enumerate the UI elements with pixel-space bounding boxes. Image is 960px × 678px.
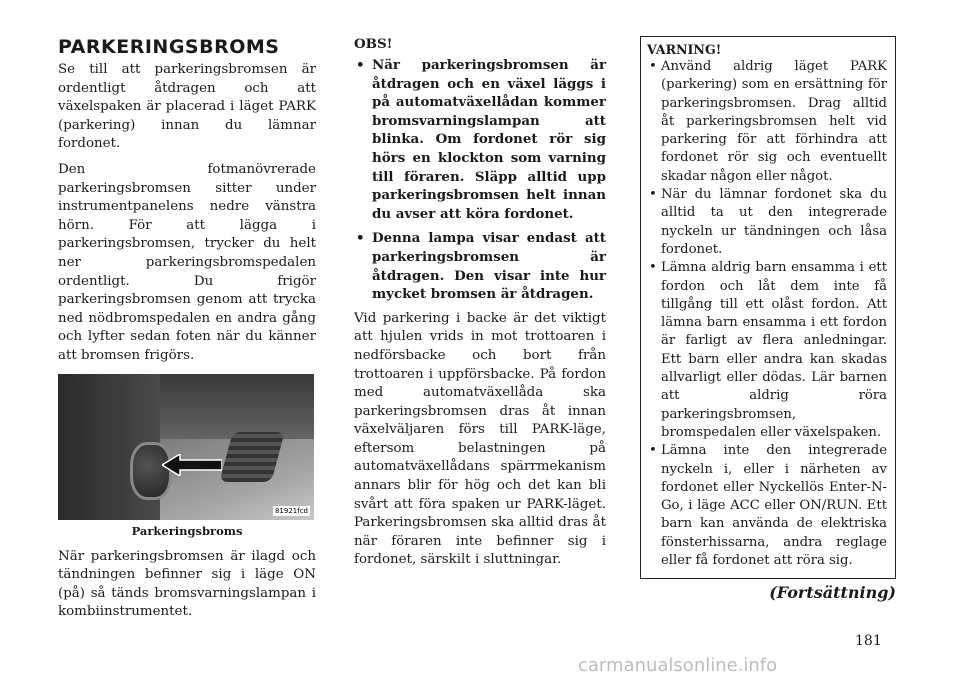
- warning-heading: VARNING!: [647, 42, 722, 57]
- column-left: [58, 36, 316, 629]
- warning-list: [647, 58, 887, 570]
- note-item: • Denna lampa visar endast att parkeringsbromsen är åtdragen. Den visar inte hur mycket bromsen är åtdragen.: [354, 229, 606, 303]
- paragraph-warning-lamp: När parkeringsbromsen är ilagd och tändningen befinner sig i läge ON (på) så tänds bromsvarningslampan i kombiinstrumentet.: [58, 548, 316, 620]
- warning-item: • Använd aldrig läget PARK (parkering) som en ersättning för parkeringsbromsen. Drag alltid åt parkeringsbromsen helt vid parkering för att förhindra att fordonet rör sig och eventuellt skadar någon eller något.: [647, 58, 887, 186]
- note-list: [354, 56, 606, 304]
- image-code: 81921fcd: [274, 506, 308, 515]
- paragraph-pedal: Den fotmanövrerade parkeringsbromsen sitter under instrumentpanelens nedre vänstra hörn. För att lägga i parkeringsbromsen, trycker du helt ner parkeringsbromspedalen ordentligt. Du frigör parkeringsbromsen genom att trycka ned nödbromspedalen en andra gång och lyfter sedan foten när du känner att bromsen frigörs.: [58, 161, 316, 363]
- note-item: • När parkeringsbromsen är åtdragen och en växel läggs i på automatväxellådan kommer bromsvarningslampan att blinka. Om fordonet rör sig hörs en klockton som varning till föraren. Släpp alltid upp parkeringsbromsen helt innan du avser att köra fordonet.: [354, 56, 606, 223]
- warning-box: [640, 36, 896, 579]
- warning-item: • Lämna inte den integrerade nyckeln i, eller i närheten av fordonet eller Nyckellös Enter-N-Go, i läge ACC eller ON/RUN. Ett barn kan använda de elektriska fönsterhissarna, andra reglage eller få fordonet att röra sig.: [647, 442, 887, 570]
- column-middle: [354, 36, 606, 577]
- paragraph-intro: Se till att parkeringsbromsen är ordentligt åtdragen och att växelspaken är placerad i läget PARK (parkering) innan du lämnar fordonet.: [58, 62, 316, 152]
- warning-item: • När du lämnar fordonet ska du alltid ta ut den integrerade nyckeln ur tändningen och låsa fordonet.: [647, 186, 887, 259]
- column-right: [640, 36, 896, 602]
- section-title: PARKERINGSBROMS: [58, 36, 280, 58]
- parking-brake-photo: [58, 374, 314, 520]
- note-heading: OBS!: [354, 36, 393, 52]
- arrow-icon: [162, 454, 222, 476]
- image-caption: Parkeringsbroms: [131, 523, 243, 538]
- paragraph-slope-parking: Vid parkering i backe är det viktigt att hjulen vrids in mot trottoaren i nedförsbacke och bort från trottoaren i uppförsbacke. På fordon med automatväxellåda ska parkeringsbromsen dras åt innan växelväljaren förs till PARK-läge, eftersom belastningen på automatväxellådans spärrmekanism annars blir för hög och det kan bli svårt att föra spaken ur PARK-läget. Parkeringsbromsen ska alltid dras åt när föraren inte befinner sig i fordonet, särskilt i sluttningar.: [354, 310, 606, 568]
- warning-item: • Lämna aldrig barn ensamma i ett fordon och låt dem inte få tillgång till ett olåst fordon. Att lämna barn ensamma i ett fordon är farligt av flera anledningar. Ett barn eller andra kan skadas allvarligt eller dödas. Lär barnen att aldrig röra parkeringsbromsen, bromspedalen eller växelspaken.: [647, 259, 887, 442]
- page-number: 181: [855, 633, 882, 649]
- watermark: carmanualsonline.info: [578, 655, 778, 676]
- continued-label: (Fortsättning): [769, 583, 896, 603]
